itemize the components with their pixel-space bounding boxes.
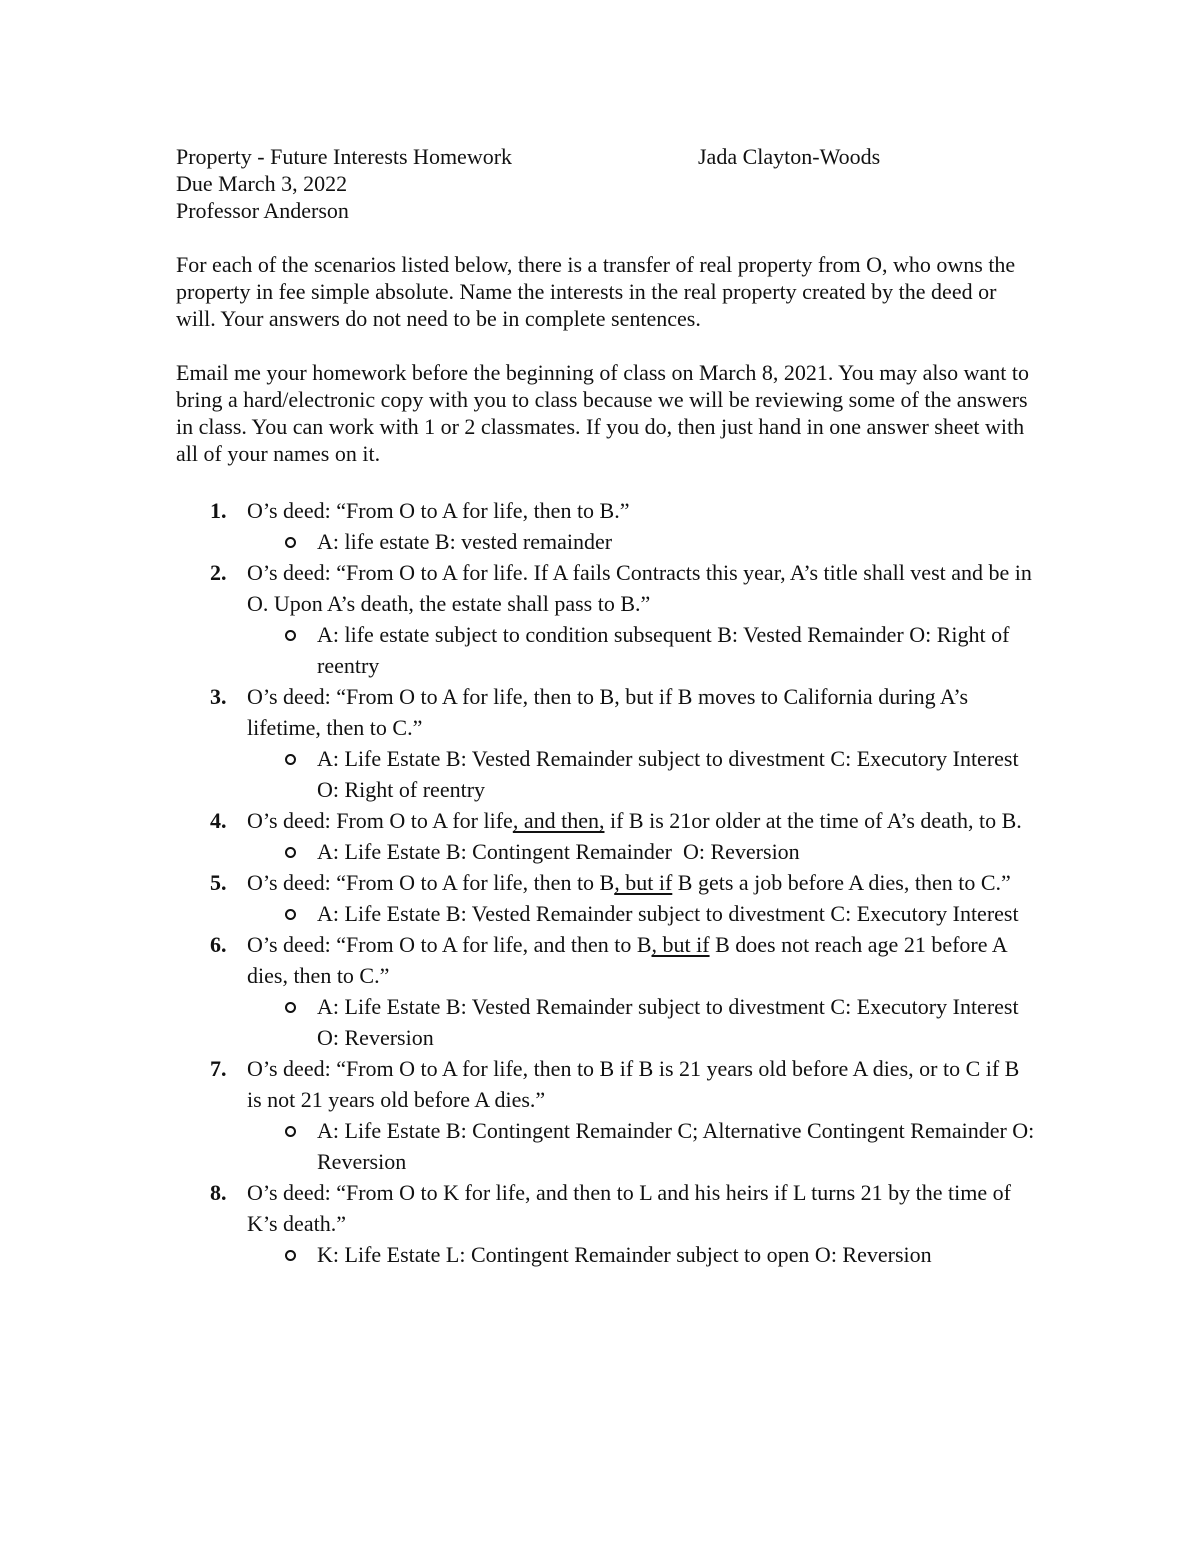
document-header: [176, 143, 1056, 224]
question-number: 1.: [210, 498, 227, 523]
answer-text: A: Life Estate B: Vested Remainder subject to divestment C: Executory Interest O: Reversion: [317, 994, 1019, 1050]
question-item: [176, 1177, 1036, 1270]
due-date: Due March 3, 2022: [176, 171, 348, 196]
answer-item: [176, 619, 1036, 681]
question-item: [176, 867, 1036, 929]
answer-text: A: Life Estate B: Vested Remainder subject to divestment C: Executory Interest O: Right of reentry: [317, 746, 1019, 802]
hollow-bullet-icon: [285, 630, 296, 641]
author-name: Jada Clayton-Woods: [698, 144, 881, 169]
underlined-phrase: , and then,: [512, 808, 605, 833]
hollow-bullet-icon: [285, 1002, 296, 1013]
document-title: Property - Future Interests Homework: [176, 144, 513, 169]
answer-text: A: life estate B: vested remainder: [317, 529, 613, 554]
answer-item: [176, 526, 1036, 557]
deed-text: if B is 21or older at the time of A’s death, to B.: [604, 808, 1022, 833]
hollow-bullet-icon: [285, 537, 296, 548]
deed-text: B gets a job before A dies, then to C.”: [672, 870, 1011, 895]
question-item: [176, 805, 1036, 867]
question-number: 6.: [210, 932, 227, 957]
hollow-bullet-icon: [285, 1126, 296, 1137]
hollow-bullet-icon: [285, 847, 296, 858]
questions-list: [176, 495, 1036, 1270]
underlined-phrase: , but if: [651, 932, 710, 957]
hollow-bullet-icon: [285, 754, 296, 765]
question-number: 4.: [210, 808, 227, 833]
deed-text: O’s deed: “From O to A for life, then to B: [247, 870, 615, 895]
answer-text: A: life estate subject to condition subsequent B: Vested Remainder O: Right of reentry: [317, 622, 1010, 678]
answer-item: [176, 1239, 1036, 1270]
question-item: [176, 1053, 1036, 1177]
answer-item: [176, 743, 1036, 805]
question-item: [176, 929, 1036, 1053]
hollow-bullet-icon: [285, 1250, 296, 1261]
deed-text: B does not reach age 21 before A dies, then to C.”: [247, 932, 1007, 988]
professor-name: Professor Anderson: [176, 198, 349, 223]
deed-text: O’s deed: “From O to A for life, and then to B: [247, 932, 652, 957]
answer-item: [176, 898, 1036, 929]
question-deed: O’s deed: “From O to K for life, and then to L and his heirs if L turns 21 by the time of K’s death.”: [247, 1180, 1011, 1236]
answer-item: [176, 1115, 1036, 1177]
question-item: [176, 681, 1036, 805]
question-number: 7.: [210, 1056, 227, 1081]
question-number: 8.: [210, 1180, 227, 1205]
question-deed: [247, 805, 1036, 836]
question-number: 5.: [210, 870, 227, 895]
question-item: [176, 557, 1036, 681]
question-item: [176, 495, 1036, 557]
question-deed: O’s deed: “From O to A for life, then to B, but if B moves to California during A’s lifetime, then to C.”: [247, 684, 969, 740]
question-deed: [247, 867, 1036, 898]
answer-text: A: Life Estate B: Contingent Remainder C; Alternative Contingent Remainder O: Reversion: [317, 1118, 1035, 1174]
answer-item: [176, 836, 1036, 867]
question-number: 3.: [210, 684, 227, 709]
email-instructions-paragraph: Email me your homework before the beginning of class on March 8, 2021. You may also want to bring a hard/electronic copy with you to class because we will be reviewing some of the answers in class. You can work with 1 or 2 classmates. If you do, then just hand in one answer sheet with all of your names on it.: [176, 360, 1029, 466]
header-row: [176, 143, 1056, 170]
question-deed: O’s deed: “From O to A for life. If A fails Contracts this year, A’s title shall vest and be in O. Upon A’s death, the estate shall pass to B.”: [247, 560, 1032, 616]
answer-text: A: Life Estate B: Vested Remainder subject to divestment C: Executory Interest: [317, 901, 1019, 926]
hollow-bullet-icon: [285, 909, 296, 920]
answer-text: K: Life Estate L: Contingent Remainder subject to open O: Reversion: [317, 1242, 932, 1267]
answer-item: [176, 991, 1036, 1053]
question-deed: O’s deed: “From O to A for life, then to B.”: [247, 498, 630, 523]
question-deed: O’s deed: “From O to A for life, then to B if B is 21 years old before A dies, or to C if B is not 21 years old before A dies.”: [247, 1056, 1020, 1112]
question-number: 2.: [210, 560, 227, 585]
question-deed: [247, 929, 1036, 991]
answer-text: A: Life Estate B: Contingent Remainder O: Reversion: [317, 839, 800, 864]
deed-text: O’s deed: From O to A for life: [247, 808, 513, 833]
underlined-phrase: , but if: [614, 870, 673, 895]
instructions-paragraph: For each of the scenarios listed below, there is a transfer of real property from O, who owns the property in fee simple absolute. Name the interests in the real property created by the deed or will. Your answers do not need to be in complete sentences.: [176, 252, 1016, 331]
